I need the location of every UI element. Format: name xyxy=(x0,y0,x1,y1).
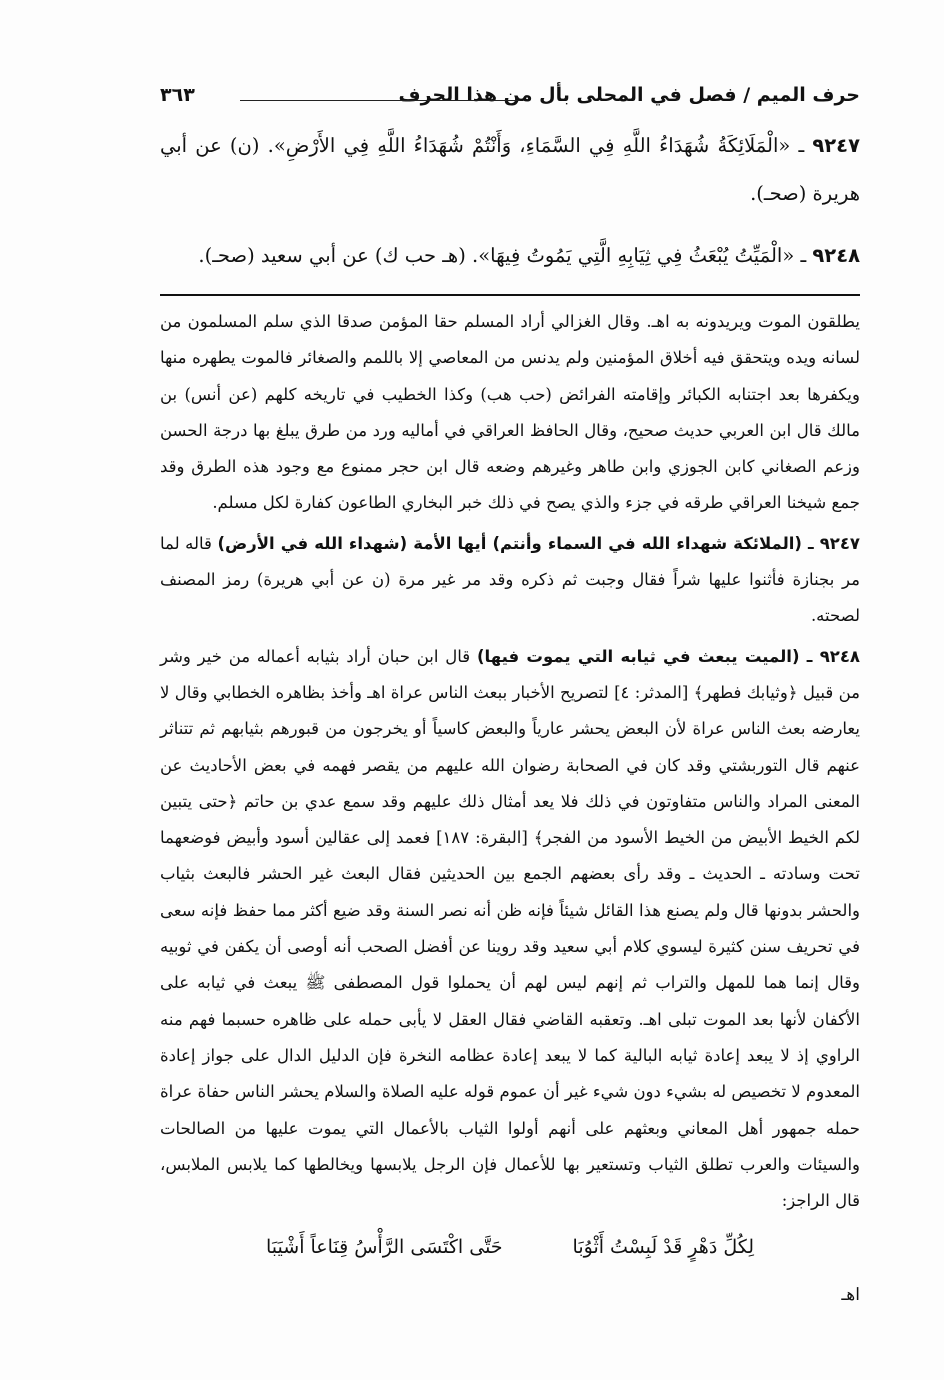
header-title: حرف الميم / فصل في المحلى بأل من هذا الحرف xyxy=(398,84,860,106)
hadith-entry: ٩٢٤٧ ـ «الْمَلَائِكَةُ شُهَدَاءُ اللَّهِ فِي السَّمَاءِ، وَأَنْتُمْ شُهَدَاءُ اللَّهِ فِي الأَرْضِ». (ن) عن أبي هريرة (صحـ). xyxy=(160,134,860,205)
commentary-number: ٩٢٤٨ xyxy=(819,646,861,666)
header-rule xyxy=(240,100,520,101)
commentary-intro: يطلقون الموت ويريدونه به اهـ. وقال الغزالي أراد المسلم حقا المؤمن صدقا الذي سلم المسلمون من لسانه ويده ويتحقق فيه أخلاق المؤمنين ولم يدنس من المعاصي إلا باللمم والصغائر فالموت يطهره منها ويكفرها بعد اجتنابه الكبائر وإقامته الفرائض (حب هب) وكذا الخطيب في تاريخه كلهم (عن أنس) بن مالك قال ابن العربي حديث صحيح، وقال الحافظ العراقي في أماليه ورد من طرق يبلغ بها درجة الحسن وزعم الصغاني كابن الجوزي وابن طاهر وغيرهم وضعه قال ابن حجر ممنوع مع وجود هذه الطرق وقد جمع شيخنا العراقي طرقه في جزء والذي يصح في ذلك خبر البخاري الطاعون كفارة لكل مسلم. xyxy=(160,312,860,513)
verse-second-hemistich: حَتَّى اكْتَسَى الرَّأْسُ قِنَاعاً أَشْيَبَا xyxy=(266,1236,503,1259)
commentary-entry: ٩٢٤٨ ـ (الميت يبعث في ثيابه التي يموت فيها) قال ابن حبان أراد بثيابه أعماله من خير وشر من قبيل ﴿وثيابك فطهر﴾ [المدثر: ٤] لتصريح الأخبار ببعث الناس عراة اهـ وأخذ بظاهره الخطابي وقال لا يعارضه بعث الناس عراة لأن البعض يحشر عارياً والبعض كاسياً أو يخرجون من قبورهم بثيابهم ثم تتناثر عنهم قال التوربشتي وقد كان في الصحابة رضوان الله عليهم من يقصر فهمه في بعض الأحاديث عن المعنى المراد والناس متفاوتون في ذلك فلا يعد أمثال ذلك عليهم وقد سمع عدي بن حاتم ﴿حتى يتبين لكم الخيط الأبيض من الخيط الأسود من الفجر﴾ [البقرة: ١٨٧] فعمد إلى عقالين أسود وأبيض فوضعهما تحت وسادته ـ الحديث ـ وقد رأى بعضهم الجمع بين الحديثين فقال البعث غير الحشر فالبعث بثياب والحشر بدونها قال ولم يصنع هذا القائل شيئاً فإنه ظن أنه نصر السنة وقد ضيع أكثر مما حفظ فإنه سعى في تحريف سنن كثيرة ليسوي كلام أبي سعيد وقد روينا عن أفضل الصحب أنه أوصى أن يكفن في ثوبيه وقال إنما هما للمهل والتراب ثم إنهم ليس لهم أن يحملوا قول المصطفى ﷺ يبعث في ثيابه على الأكفان لأنها بعد الموت تبلى اهـ. وتعقبه القاضي فقال العقل لا يأبى حمله على ظاهره حسبما فهم منه الراوي إذ لا يبعد إعادة ثيابه البالية كما لا يبعد إعادة عظامه النخرة فإن الدليل الدال على جواز إعادة المعدوم لا تخصيص له بشيء دون شيء غير أن عموم قوله عليه الصلاة والسلام يحشر الناس حفاة عراة حمله جمهور أهل المعاني وبعثهم على أنهم أولوا الثياب بالأعمال التي يموت عليها من الصالحات والسيئات والعرب تطلق الثياب وتستعير بها للأعمال فإن الرجل يلابسها ويخالطها كما يلابس الملابس، قال الراجز: xyxy=(160,646,861,1211)
closing-mark: اهـ xyxy=(841,1285,860,1306)
commentary-text: قاله لما مر بجنازة فأثنوا عليها شراً فقال وجبت ثم ذكره وقد مر غير مرة (ن عن أبي هريرة) رمز المصنف لصحته. xyxy=(160,533,860,626)
section-divider xyxy=(160,294,860,296)
hadith-text-section xyxy=(160,122,860,280)
page-number: ٣٦٣ xyxy=(160,84,195,106)
hadith-text: «الْمَيِّتُ يُبْعَثُ فِي ثِيَابِهِ الَّتِي يَمُوتُ فِيهَا». (هـ حب ك) عن أبي سعيد (صحـ). xyxy=(198,244,795,267)
verse-first-hemistich: لِكُلِّ دَهْرٍ قَدْ لَبِسْتُ أَثْوُبَا xyxy=(572,1236,754,1259)
hadith-number: ٩٢٤٧ xyxy=(812,134,860,157)
poem-verse xyxy=(160,1225,860,1269)
commentary-number: ٩٢٤٧ xyxy=(819,533,861,553)
commentary-lemma: (الميت يبعث في ثيابه التي يموت فيها) xyxy=(476,646,800,666)
commentary-entry: ٩٢٤٧ ـ (الملائكة شهداء الله في السماء وأنتم) أيها الأمة (شهداء الله في الأرض) قاله لما مر بجنازة فأثنوا عليها شراً فقال وجبت ثم ذكره وقد مر غير مرة (ن عن أبي هريرة) رمز المصنف لصحته. xyxy=(160,533,861,626)
hadith-entry: ٩٢٤٨ ـ «الْمَيِّتُ يُبْعَثُ فِي ثِيَابِهِ الَّتِي يَمُوتُ فِيهَا». (هـ حب ك) عن أبي سعيد (صحـ). xyxy=(198,244,860,267)
hadith-number: ٩٢٤٨ xyxy=(812,244,860,267)
commentary-lemma: (الملائكة شهداء الله في السماء وأنتم) أيها الأمة (شهداء الله في الأرض) xyxy=(217,533,802,553)
running-header xyxy=(160,78,860,122)
commentary-text: قال ابن حبان أراد بثيابه أعماله من خير وشر من قبيل ﴿وثيابك فطهر﴾ [المدثر: ٤] لتصريح الأخبار ببعث الناس عراة اهـ وأخذ بظاهره الخطابي وقال لا يعارضه بعث الناس عراة لأن البعض يحشر عارياً والبعض كاسياً أو يخرجون من قبورهم بثيابهم ثم تتناثر عنهم قال التوربشتي وقد كان في الصحابة رضوان الله عليهم من يقصر فهمه في بعض الأحاديث عن المعنى المراد والناس متفاوتون في ذلك فلا يعد أمثال ذلك عليهم وقد سمع عدي بن حاتم ﴿حتى يتبين لكم الخيط الأبيض من الخيط الأسود من الفجر﴾ [البقرة: ١٨٧] فعمد إلى عقالين أسود وأبيض فوضعهما تحت وسادته ـ الحديث ـ وقد رأى بعضهم الجمع بين الحديثين فقال البعث غير الحشر فالبعث بثياب والحشر بدونها قال ولم يصنع هذا القائل شيئاً فإنه ظن أنه نصر السنة وقد ضيع أكثر مما حفظ فإنه سعى في تحريف سنن كثيرة ليسوي كلام أبي سعيد وقد روينا عن أفضل الصحب أنه أوصى أن يكفن في ثوبيه وقال إنما هما للمهل والتراب ثم إنهم ليس لهم أن يحملوا قول المصطفى ﷺ يبعث في ثيابه على الأكفان لأنها بعد الموت تبلى اهـ. وتعقبه القاضي فقال العقل لا يأبى حمله على ظاهره حسبما فهم منه الراوي إذ لا يبعد إعادة ثيابه البالية كما لا يبعد إعادة عظامه النخرة فإن الدليل الدال على جواز إعادة المعدوم لا تخصيص له بشيء دون شيء غير أن عموم قوله عليه الصلاة والسلام يحشر الناس حفاة عراة حمله جمهور أهل المعاني وبعثهم على أنهم أولوا الثياب بالأعمال التي يموت عليها من الصالحات والسيئات والعرب تطلق الثياب وتستعير بها للأعمال فإن الرجل يلابسها ويخالطها كما يلابس الملابس، قال الراجز: xyxy=(160,646,860,1211)
page-content xyxy=(160,78,860,1315)
commentary-section xyxy=(160,304,860,1315)
hadith-text: «الْمَلَائِكَةُ شُهَدَاءُ اللَّهِ فِي السَّمَاءِ، وَأَنْتُمْ شُهَدَاءُ اللَّهِ فِي الأَرْضِ». (ن) عن أبي هريرة (صحـ). xyxy=(160,134,860,205)
